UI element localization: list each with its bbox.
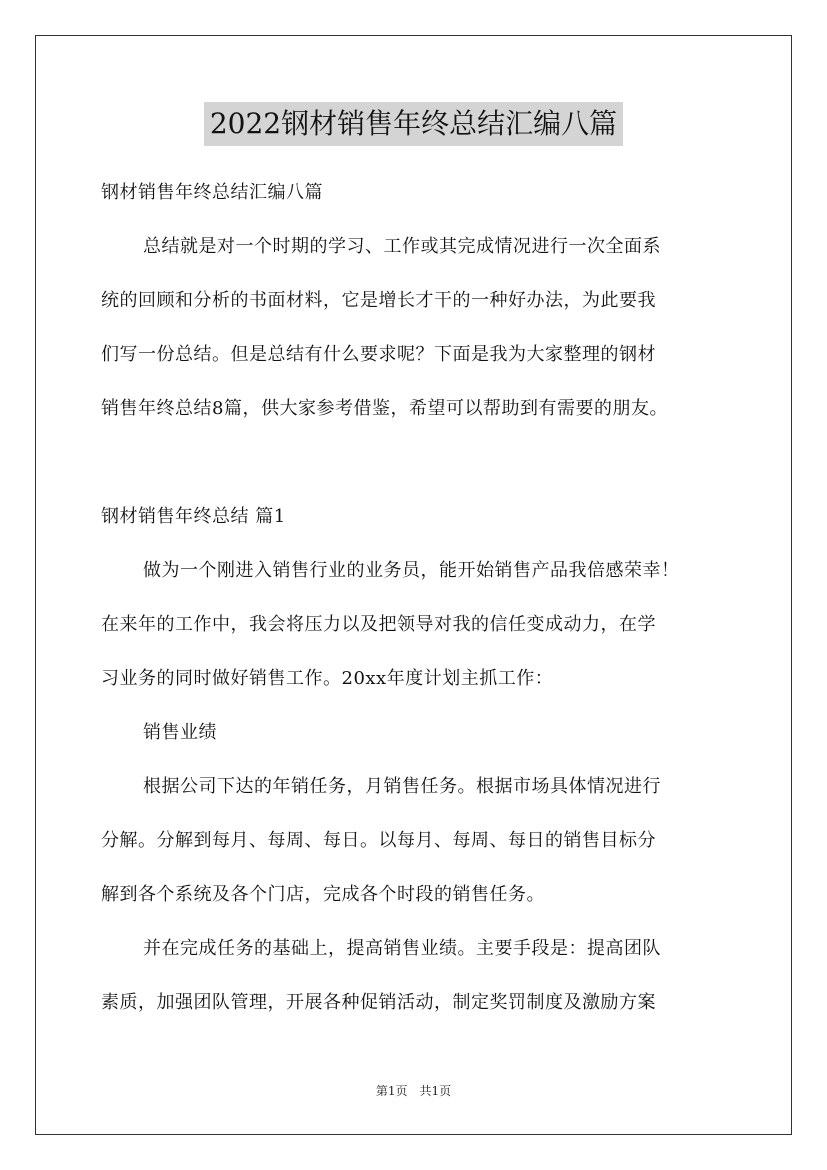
document-title-block: [0, 102, 827, 146]
document-title: 2022钢材销售年终总结汇编八篇: [204, 102, 623, 146]
paragraph-line: 统的回顾和分析的书面材料，它是增长才干的一种好办法，为此要我: [101, 290, 656, 311]
paragraph-line: 分解。分解到每月、每周、每日。以每月、每周、每日的销售目标分: [101, 830, 656, 851]
paragraph-line: 做为一个刚进入销售行业的业务员，能开始销售产品我倍感荣幸！: [143, 560, 680, 581]
subheading: 销售业绩: [143, 722, 217, 743]
paragraph-line: 销售年终总结8篇，供大家参考借鉴，希望可以帮助到有需要的朋友。: [101, 398, 668, 419]
paragraph-line: 们写一份总结。但是总结有什么要求呢？下面是我为大家整理的钢材: [101, 344, 656, 365]
paragraph-line: 根据公司下达的年销任务，月销售任务。根据市场具体情况进行: [143, 776, 661, 797]
page-number: 第1页: [375, 1084, 408, 1098]
paragraph-line: 解到各个系统及各个门店，完成各个时段的销售任务。: [101, 884, 545, 905]
paragraph-line: 总结就是对一个时期的学习、工作或其完成情况进行一次全面系: [143, 236, 661, 257]
paragraph-line: 素质，加强团队管理，开展各种促销活动，制定奖罚制度及激励方案: [101, 992, 656, 1013]
page-total: 共1页: [419, 1084, 452, 1098]
paragraph-line: 并在完成任务的基础上，提高销售业绩。主要手段是：提高团队: [143, 938, 661, 959]
subtitle-line: 钢材销售年终总结汇编八篇: [101, 182, 323, 203]
page-footer: [0, 1083, 827, 1099]
paragraph-line: 习业务的同时做好销售工作。20xx年度计划主抓工作：: [101, 668, 554, 689]
paragraph-line: 在来年的工作中，我会将压力以及把领导对我的信任变成动力，在学: [101, 614, 656, 635]
section-heading: 钢材销售年终总结 篇1: [101, 506, 286, 527]
